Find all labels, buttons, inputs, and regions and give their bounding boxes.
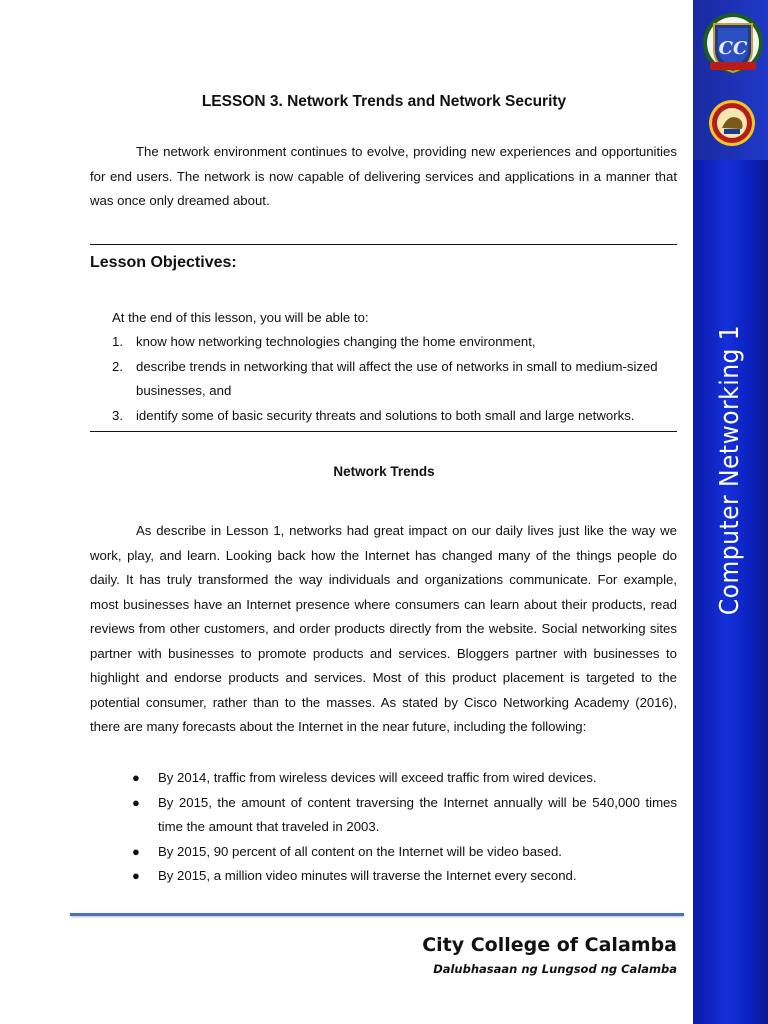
objective-number: 2.	[112, 358, 123, 374]
forecast-text: By 2015, 90 percent of all content on the Internet will be video based.	[158, 843, 562, 859]
objective-text: describe trends in networking that will affect the use of networks in small to medium-sized businesses, and	[136, 358, 658, 398]
forecast-text: By 2015, the amount of content traversing the Internet annually will be 540,000 times time the amount that traveled in 2003.	[158, 794, 677, 834]
forecast-item	[130, 840, 677, 865]
objective-item	[112, 330, 677, 355]
objective-text: identify some of basic security threats and solutions to both small and large networks.	[136, 407, 635, 423]
network-trends-paragraph: As describe in Lesson 1, networks had great impact on our daily lives just like the way we work, play, and learn. Looking back how the Internet has changed many of the things people do daily. It has truly transformed the way individuals and organizations communicate. For example, most businesses have an Internet presence where consumers can learn about their products, read reviews from other customers, and order products directly from the website. Social networking sites partner with businesses to promote products and services. Bloggers partner with businesses to highlight and endorse products and services. Most of this product placement is targeted to the potential consumer, rather than to the masses. As stated by Cisco Networking Academy (2016), there are many forecasts about the Internet in the near future, including the following:	[90, 523, 677, 734]
footer-rule	[70, 913, 684, 916]
divider-top	[90, 244, 677, 245]
section-heading-network-trends: Network Trends	[333, 464, 435, 479]
course-title-text: Computer Networking 1	[715, 324, 746, 616]
footer-tagline: Dalubhasaan ng Lungsod ng Calamba	[433, 962, 677, 976]
objective-item	[112, 404, 677, 429]
objectives-list	[112, 330, 677, 428]
divider-bottom	[90, 431, 677, 432]
forecast-item	[130, 791, 677, 840]
objectives-intro: At the end of this lesson, you will be able to:	[112, 310, 369, 325]
forecast-text: By 2015, a million video minutes will traverse the Internet every second.	[158, 868, 577, 883]
forecast-text: By 2014, traffic from wireless devices will exceed traffic from wired devices.	[158, 770, 597, 785]
bullet-icon: ●	[132, 868, 140, 883]
bullet-icon: ●	[132, 770, 140, 785]
svg-text:CC: CC	[718, 38, 748, 59]
bullet-icon: ●	[132, 843, 140, 859]
objectives-heading: Lesson Objectives:	[90, 254, 237, 271]
objective-text: know how networking technologies changing the home environment,	[136, 334, 536, 349]
objective-item	[112, 355, 677, 404]
forecast-item	[130, 766, 677, 791]
objective-number: 3.	[112, 407, 123, 423]
intro-paragraph: The network environment continues to evolve, providing new experiences and opportunities for end users. The network is now capable of delivering services and applications in a manner that was once only dreamed about.	[90, 144, 677, 208]
course-title-vertical	[700, 324, 760, 616]
college-seal-icon	[702, 10, 764, 76]
objective-number: 1.	[112, 334, 123, 349]
footer-institution: City College of Calamba	[422, 934, 677, 956]
forecast-list	[130, 766, 677, 889]
forecast-item	[130, 864, 677, 889]
page-title: LESSON 3. Network Trends and Network Security	[201, 93, 567, 110]
city-seal-icon	[708, 96, 756, 150]
bullet-icon: ●	[132, 794, 140, 810]
